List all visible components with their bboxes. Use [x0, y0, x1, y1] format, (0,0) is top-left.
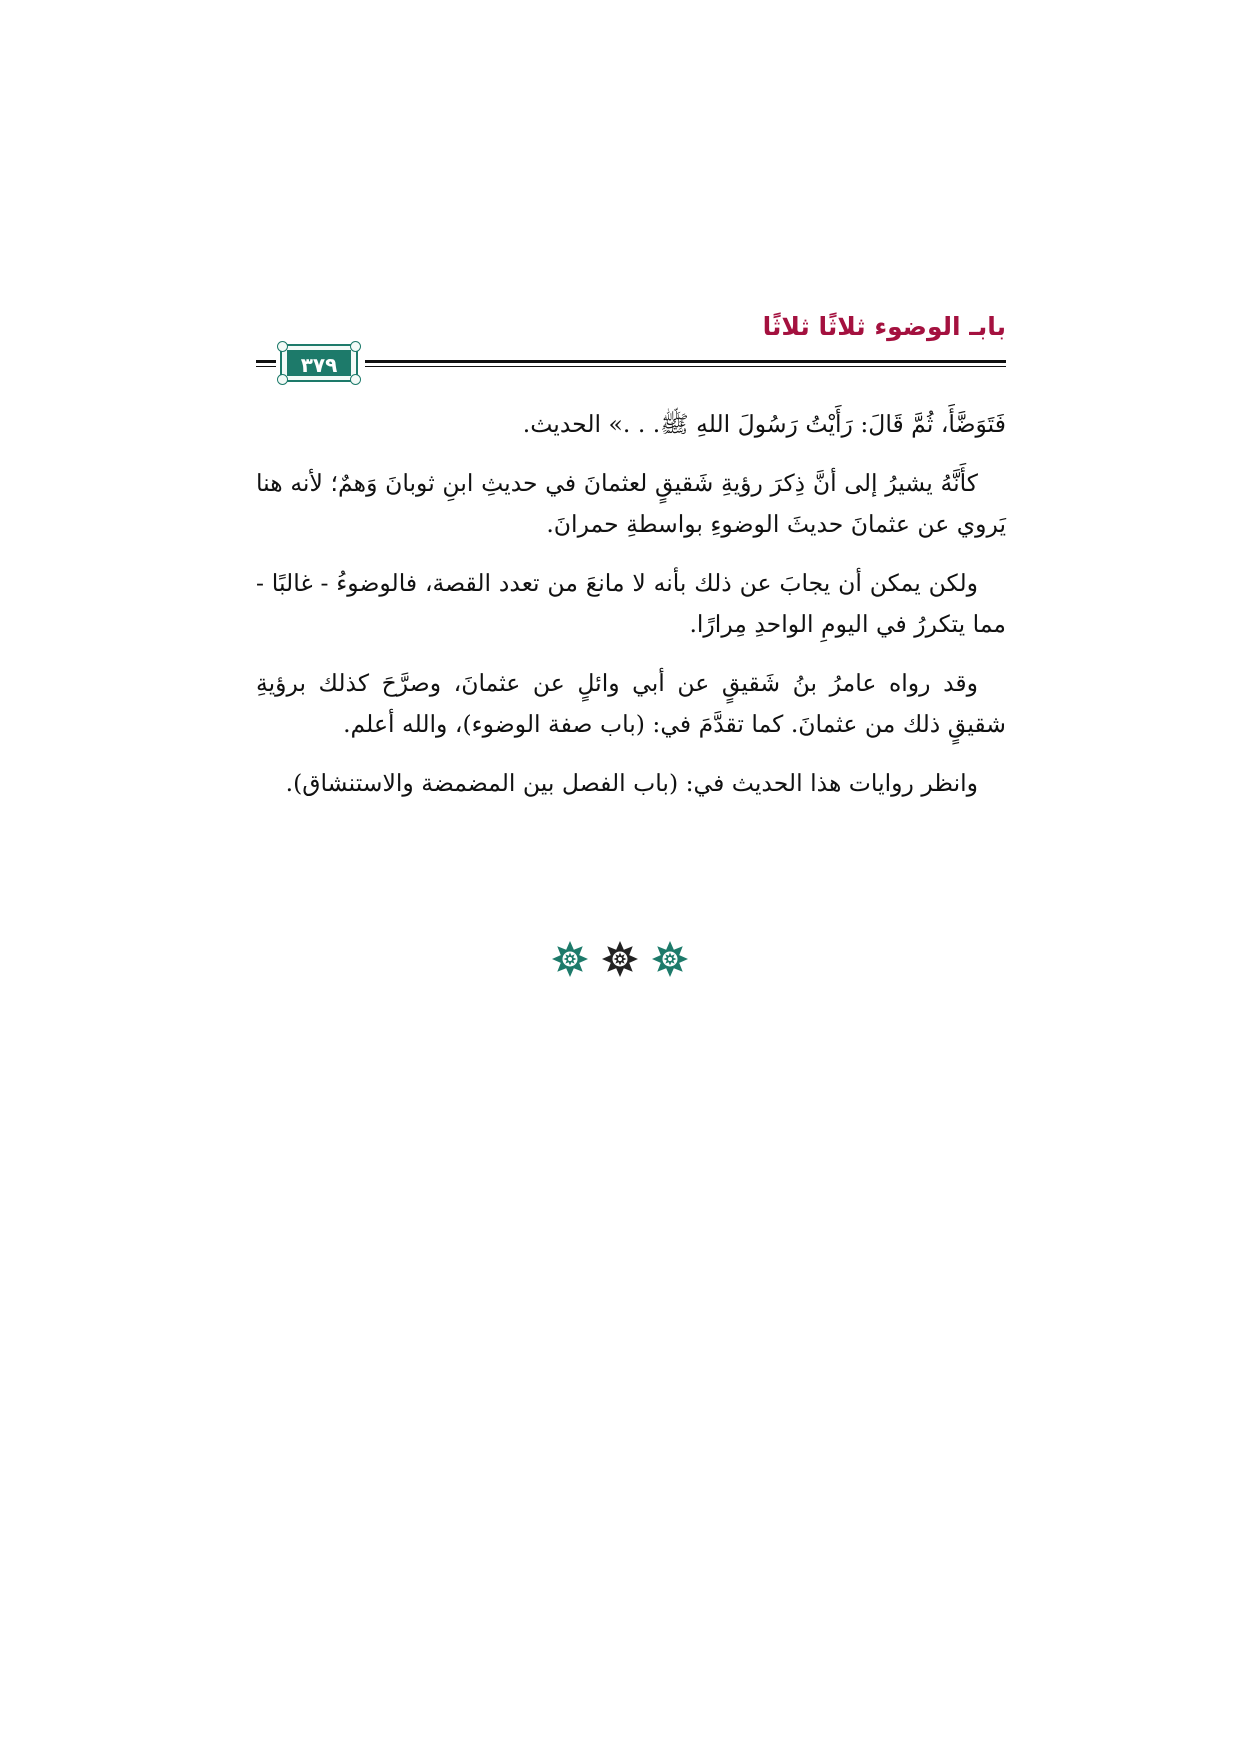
chapter-title: بابـ الوضوء ثلاثًا ثلاثًا [762, 312, 1006, 341]
badge-corner-ornament [350, 341, 361, 352]
eight-point-star-icon [651, 940, 689, 978]
page-number-badge [280, 344, 358, 382]
paragraph: فَتَوَضَّأَ، ثُمَّ قَالَ: رَأَيْتُ رَسُولَ اللهِ ﷺ. . .» الحديث. [522, 410, 1006, 438]
header-rule-left [256, 360, 276, 363]
main-text [256, 404, 1006, 822]
paragraph: ولكن يمكن أن يجابَ عن ذلك بأنه لا مانعَ من تعدد القصة، فالوضوءُ - غالبًا - مما يتكررُ في اليومِ الواحدِ مِرارًا. [256, 569, 1006, 638]
paragraph: وقد رواه عامرُ بنُ شَقيقٍ عن أبي وائلٍ عن عثمانَ، وصرَّحَ كذلك برؤيةِ شقيقٍ ذلك من عثمانَ. كما تقدَّمَ في: (باب صفة الوضوء)، والله أعلم. [256, 669, 1006, 738]
paragraph: وانظر روايات هذا الحديث في: (باب الفصل بين المضمضة والاستنشاق). [285, 769, 978, 797]
badge-corner-ornament [350, 374, 361, 385]
badge-frame [287, 350, 351, 376]
eight-point-star-icon [551, 940, 589, 978]
page-number: ٣٧٩ [300, 353, 338, 377]
eight-point-star-icon [601, 940, 639, 978]
section-end-ornaments [0, 940, 1240, 984]
header-rule [365, 360, 1006, 363]
paragraph: كأَنَّهُ يشيرُ إلى أنَّ ذِكرَ رؤيةِ شَقيقٍ لعثمانَ في حديثِ ابنِ ثوبانَ وَهمٌ؛ لأنه هنا يَروي عن عثمانَ حديثَ الوضوءِ بواسطةِ حمرانَ. [256, 469, 1006, 538]
page-header [256, 308, 1006, 388]
